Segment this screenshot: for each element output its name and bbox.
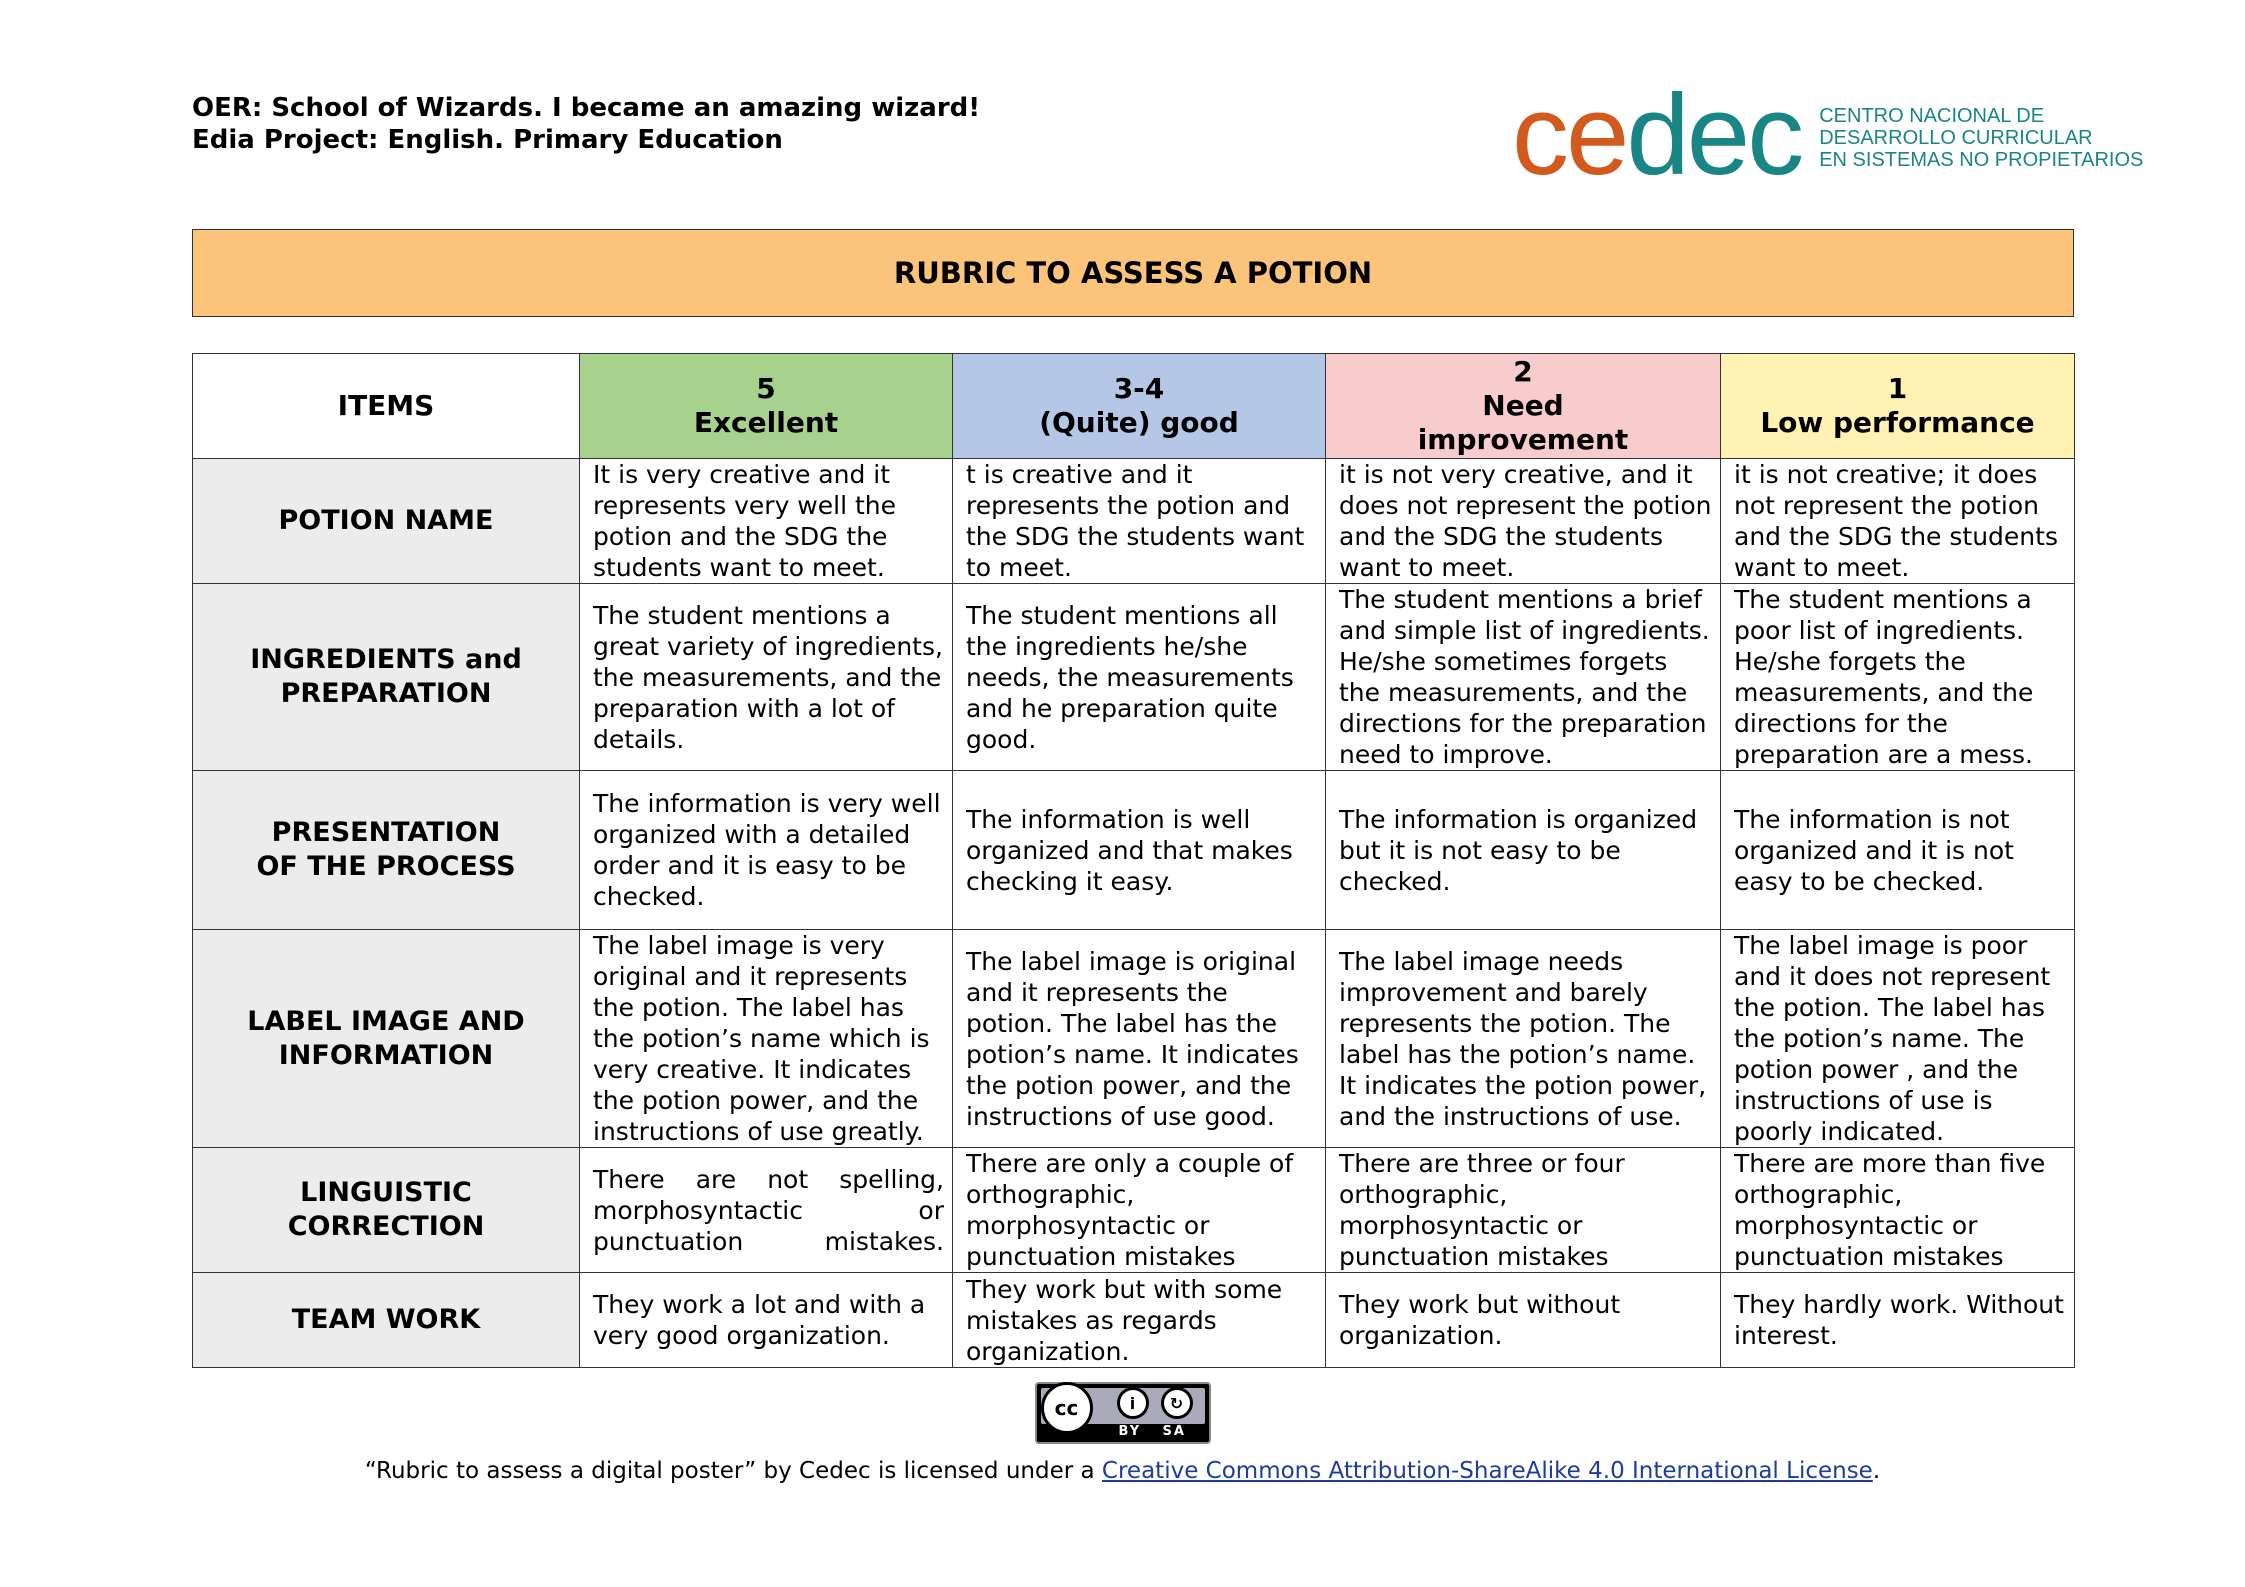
cell-excellent: There are not spelling, morphosyntactic or punctuation mistakes. [580, 1148, 953, 1273]
cell-excellent: The student mentions a great variety of ingredients, the measurements, and the preparation with a lot of details. [580, 584, 953, 771]
table-row [193, 1148, 2075, 1273]
table-row [193, 1273, 2075, 1368]
cell-need-improvement: The student mentions a brief and simple list of ingredients. He/she sometimes forgets the measurements, and the directions for the preparation need to improve. [1326, 584, 1721, 771]
license-footer [0, 1382, 2245, 1484]
cell-need-improvement: it is not very creative, and it does not represent the potion and the SDG the students want to meet. [1326, 459, 1721, 584]
cell-low-performance: it is not creative; it does not represent the potion and the SDG the students want to meet. [1721, 459, 2075, 584]
cell-need-improvement: The label image needs improvement and barely represents the potion. The label has the potion’s name. It indicates the potion power, and the instructions of use. [1326, 930, 1721, 1148]
cell-excellent: The label image is very original and it represents the potion. The label has the potion’s name which is very creative. It indicates the potion power, and the instructions of use greatly. [580, 930, 953, 1148]
cell-quite-good: There are only a couple of orthographic, morphosyntactic or punctuation mistakes [953, 1148, 1326, 1273]
badge-by-text: BY [1118, 1424, 1142, 1439]
header-quite-good: 3-4 (Quite) good [953, 354, 1326, 459]
cell-low-performance: The student mentions a poor list of ingredients. He/she forgets the measurements, and the directions for the preparation are a mess. [1721, 584, 2075, 771]
document-header [192, 92, 980, 156]
row-item-label-image: LABEL IMAGE AND INFORMATION [193, 930, 580, 1148]
attribution-icon: i [1117, 1387, 1149, 1419]
cell-low-performance: There are more than five orthographic, morphosyntactic or punctuation mistakes [1721, 1148, 2075, 1273]
cell-excellent: It is very creative and it represents very well the potion and the SDG the students want to meet. [580, 459, 953, 584]
row-item-team-work: TEAM WORK [193, 1273, 580, 1368]
cell-quite-good: The student mentions all the ingredients he/she needs, the measurements and he preparation quite good. [953, 584, 1326, 771]
table-row [193, 930, 2075, 1148]
row-item-potion-name: POTION NAME [193, 459, 580, 584]
header-line-2: Edia Project: English. Primary Education [192, 125, 783, 155]
table-row [193, 584, 2075, 771]
header-low-performance: 1 Low performance [1721, 354, 2075, 459]
cell-quite-good: They work but with some mistakes as regards organization. [953, 1273, 1326, 1368]
share-alike-icon: ↻ [1161, 1387, 1193, 1419]
row-item-linguistic: LINGUISTIC CORRECTION [193, 1148, 580, 1273]
badge-sa-text: SA [1162, 1424, 1186, 1439]
cell-low-performance: The label image is poor and it does not represent the potion. The label has the potion’s name. The potion power , and the instructions of use is poorly indicated. [1721, 930, 2075, 1148]
header-line-1: OER: School of Wizards. I became an amazing wizard! [192, 93, 981, 123]
rubric-table [192, 353, 2075, 1368]
header-need-improvement: 2 Need improvement [1326, 354, 1721, 459]
header-row [193, 354, 2075, 459]
license-text: “Rubric to assess a digital poster” by Cedec is licensed under a Creative Commons Attribution-ShareAlike 4.0 International License. [364, 1458, 1881, 1484]
cell-quite-good: The information is well organized and that makes checking it easy. [953, 771, 1326, 930]
row-item-presentation: PRESENTATION OF THE PROCESS [193, 771, 580, 930]
table-row [193, 771, 2075, 930]
cell-low-performance: The information is not organized and it is not easy to be checked. [1721, 771, 2075, 930]
rubric-title: RUBRIC TO ASSESS A POTION [192, 229, 2074, 317]
cell-excellent: The information is very well organized with a detailed order and it is easy to be checked. [580, 771, 953, 930]
cell-excellent: They work a lot and with a very good organization. [580, 1273, 953, 1368]
table-row [193, 459, 2075, 584]
cedec-wordmark: cedec [1512, 72, 1802, 199]
row-item-ingredients: INGREDIENTS and PREPARATION [193, 584, 580, 771]
cedec-logo [1512, 72, 2144, 199]
cc-icon: cc [1041, 1382, 1093, 1434]
cc-by-sa-badge[interactable] [1035, 1382, 1211, 1444]
cell-need-improvement: The information is organized but it is not easy to be checked. [1326, 771, 1721, 930]
header-items: ITEMS [193, 354, 580, 459]
cell-quite-good: The label image is original and it represents the potion. The label has the potion’s name. It indicates the potion power, and the instructions of use good. [953, 930, 1326, 1148]
cell-need-improvement: They work but without organization. [1326, 1273, 1721, 1368]
license-link[interactable]: Creative Commons Attribution-ShareAlike 4.0 International License [1101, 1458, 1873, 1484]
header-excellent: 5 Excellent [580, 354, 953, 459]
cell-quite-good: t is creative and it represents the potion and the SDG the students want to meet. [953, 459, 1326, 584]
cell-low-performance: They hardly work. Without interest. [1721, 1273, 2075, 1368]
cedec-subtitle: CENTRO NACIONAL DE DESARROLLO CURRICULAR EN SISTEMAS NO PROPIETARIOS [1819, 105, 2144, 171]
cell-need-improvement: There are three or four orthographic, morphosyntactic or punctuation mistakes [1326, 1148, 1721, 1273]
